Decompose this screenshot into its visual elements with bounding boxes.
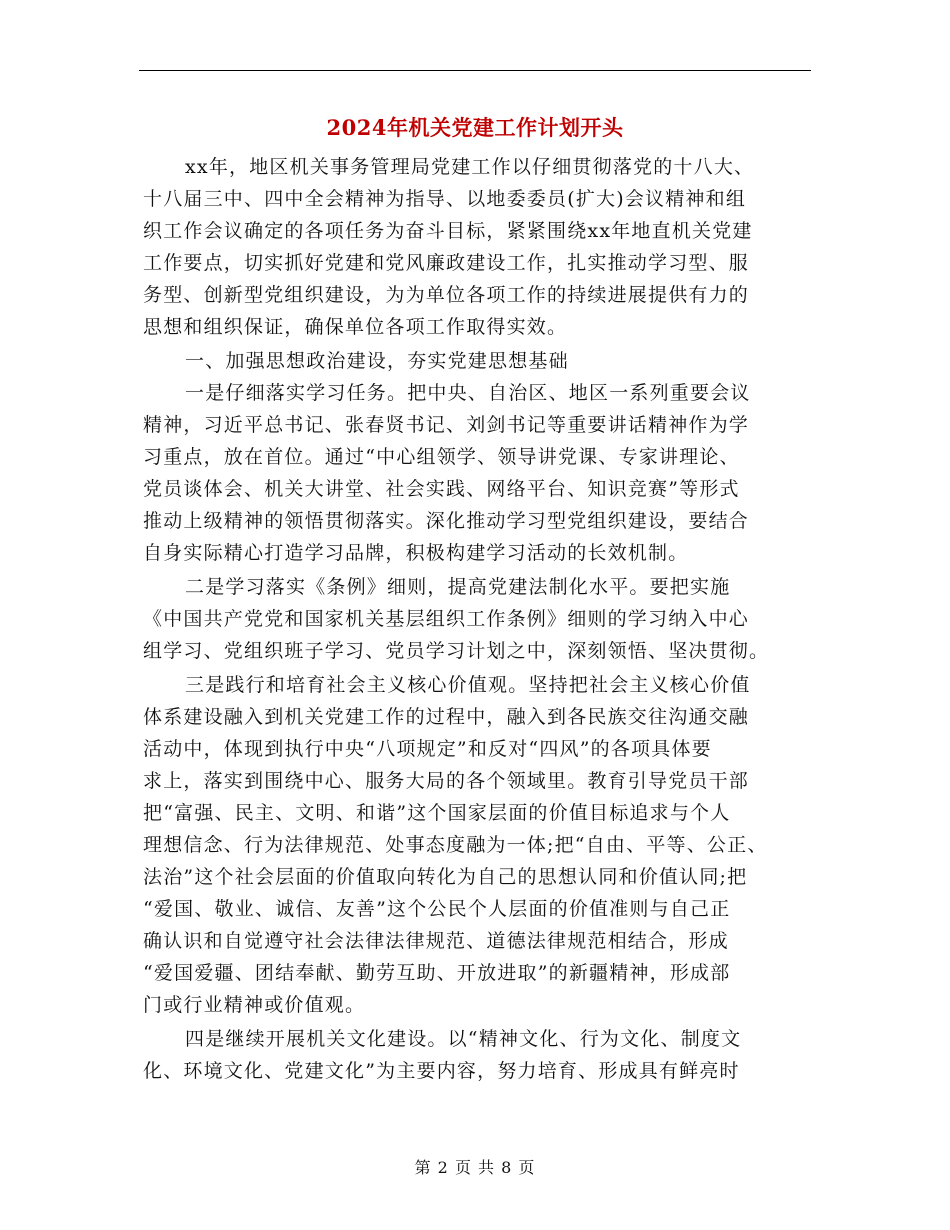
body-line: 精神，习近平总书记、张春贤书记、刘剑书记等重要讲话精神作为学 — [143, 414, 750, 436]
body-line: 三是践行和培育社会主义核心价值观。坚持把社会主义核心价值 — [185, 674, 751, 696]
body-line: 务型、创新型党组织建设，为为单位各项工作的持续进展提供有力的 — [143, 284, 750, 306]
body-line: “爱国、敬业、诚信、友善”这个公民个人层面的价值准则与自己正 — [143, 898, 731, 920]
body-line: 织工作会议确定的各项任务为奋斗目标，紧紧围绕xx年地直机关党建 — [143, 220, 753, 242]
body-line: 二是学习落实《条例》细则，提高党建法制化水平。要把实施 — [185, 576, 731, 598]
body-line: 确认识和自觉遵守社会法律法律规范、道德法律规范相结合，形成 — [143, 930, 729, 952]
page-footer: 第 2 页 共 8 页 — [414, 1158, 536, 1177]
document-title: 2024年机关党建工作计划开头 — [326, 115, 624, 140]
body-line: 习重点，放在首位。通过“中心组领学、领导讲党课、专家讲理论、 — [143, 446, 740, 468]
body-line: xx年，地区机关事务管理局党建工作以仔细贯彻落党的十八大、 — [185, 156, 755, 178]
body-line: 自身实际精心打造学习品牌，积极构建学习活动的长效机制。 — [143, 542, 689, 564]
section-heading: 一、加强思想政治建设，夯实党建思想基础 — [185, 350, 569, 372]
body-line: “爱国爱疆、团结奉献、勤劳互助、开放进取”的新疆精神，形成部 — [143, 962, 731, 984]
body-line: 活动中，体现到执行中央“八项规定”和反对“四风”的各项具体要 — [143, 738, 712, 760]
body-line: 工作要点，切实抓好党建和党风廉政建设工作，扎实推动学习型、服 — [143, 252, 750, 274]
body-line: 门或行业精神或价值观。 — [143, 994, 366, 1016]
body-line: 推动上级精神的领悟贯彻落实。深化推动学习型党组织建设，要结合 — [143, 510, 750, 532]
body-line: 把“富强、民主、文明、和谐”这个国家层面的价值目标追求与个人 — [143, 802, 731, 824]
body-line: 思想和组织保证，确保单位各项工作取得实效。 — [143, 316, 568, 338]
body-line: 求上，落实到围绕中心、服务大局的各个领域里。教育引导党员干部 — [143, 770, 750, 792]
body-line: 化、环境文化、党建文化”为主要内容，努力培育、形成具有鲜亮时 — [143, 1060, 740, 1082]
body-line: 《中国共产党党和国家机关基层组织工作条例》细则的学习纳入中心 — [143, 608, 750, 630]
header-rule — [139, 70, 811, 71]
body-line: 一是仔细落实学习任务。把中央、自治区、地区一系列重要会议 — [185, 382, 751, 404]
body-line: 理想信念、行为法律规范、处事态度融为一体;把“自由、平等、公正、 — [143, 834, 768, 856]
body-line: 十八届三中、四中全会精神为指导、以地委委员(扩大)会议精神和组 — [143, 188, 747, 210]
body-line: 四是继续开展机关文化建设。以“精神文化、行为文化、制度文 — [185, 1028, 742, 1050]
body-line: 体系建设融入到机关党建工作的过程中，融入到各民族交往沟通交融 — [143, 706, 750, 728]
body-line: 党员谈体会、机关大讲堂、社会实践、网络平台、知识竞赛”等形式 — [143, 478, 740, 500]
body-line: 法治”这个社会层面的价值取向转化为自己的思想认同和价值认同;把 — [143, 866, 748, 888]
body-line: 组学习、党组织班子学习、党员学习计划之中，深刻领悟、坚决贯彻。 — [143, 640, 770, 662]
